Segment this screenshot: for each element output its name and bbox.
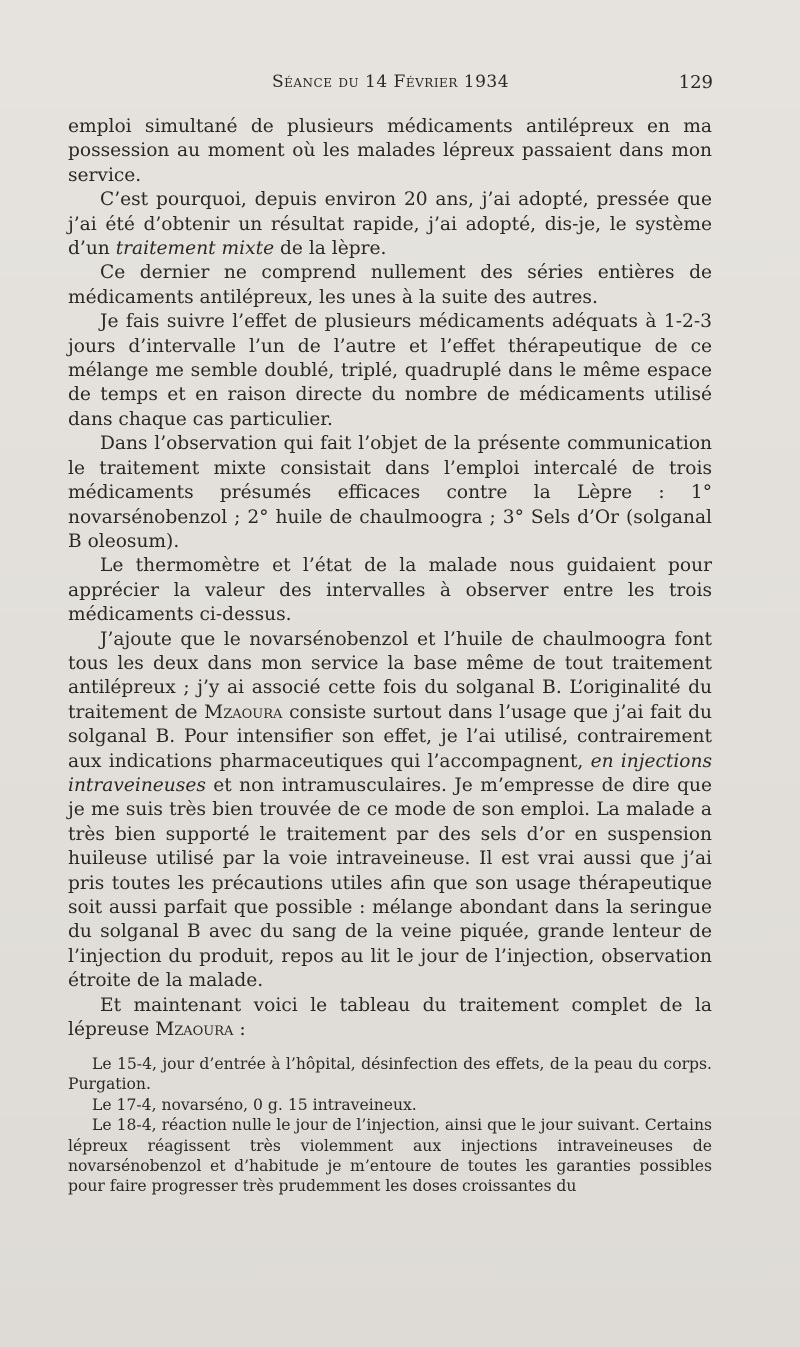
paragraph-7-text-c: et non intramusculaires. Je m’empresse de dire que je me suis très bien trouvée de ce mode de son emploi. La malade a très bien supporté le traitement par des sels d’or en suspension huileuse utilisé par la voie intraveineuse. Il est vrai aussi que j’ai pris toutes les précautions utiles afin que son usage thérapeutique soit aussi parfait que possible : mélange abondant dans la seringue du solganal B avec du sang de la veine piquée, grande lenteur de l’injection du produit, repos au lit le jour de l’injection, observation étroite de la malade.: [68, 774, 712, 992]
paragraph-2-emphasis: traitement mixte: [115, 238, 275, 260]
log-entry: Le 15-4, jour d’entrée à l’hôpital, désinfection des effets, de la peau du corps. Purgation.: [68, 1055, 712, 1094]
patient-name: Mzaoura: [155, 1019, 234, 1041]
paragraph-4: Je fais suivre l’effet de plusieurs médicaments adéquats à 1-2-3 jours d’intervalle l’un de l’autre et l’effet thérapeutique de ce mélange me semble doublé, triplé, quadruplé dans le même espace de temps et en raison directe du nombre de médicaments utilisé dans chaque cas particulier.: [68, 311, 712, 430]
paragraph-2: [68, 188, 712, 261]
paragraph-5: Dans l’observation qui fait l’objet de la présente communication le traitement mixte consistait dans l’emploi intercalé de trois médicaments présumés efficaces contre la Lèpre : 1° novarsénobenzol ; 2° huile de chaulmoogra ; 3° Sels d’Or (solganal B oleosum).: [68, 433, 712, 552]
paragraph-7-emphasis: en injections intraveineuses: [68, 750, 713, 796]
treatment-log: [68, 1054, 712, 1197]
paragraph-7-text-b: consiste surtout dans l’usage que j’ai fait du solganal B. Pour intensifier son effet, je l’ai utilisé, contrairement aux indications pharmaceutiques qui l’accompagnent,: [68, 701, 712, 772]
paragraph-2-text-b: de la lèpre.: [274, 238, 387, 260]
patient-name: Mzaoura: [204, 701, 283, 723]
paragraph-1: emploi simultané de plusieurs médicaments antilépreux en ma possession au moment où les malades lépreux passaient dans mon service.: [68, 116, 712, 186]
paragraph-8-text-b: :: [233, 1019, 246, 1041]
paragraph-7: [68, 628, 712, 994]
paragraph-3: Ce dernier ne comprend nullement des séries entières de médicaments antilépreux, les unes à la suite des autres.: [68, 262, 712, 308]
running-head: Séance du 14 Février 1934: [271, 72, 510, 92]
paragraph-6: Le thermomètre et l’état de la malade nous guidaient pour apprécier la valeur des intervalles à observer entre les trois médicaments ci-dessus.: [68, 555, 712, 626]
body-text: [68, 115, 712, 1042]
page-header: [68, 72, 713, 96]
log-entry: Le 18-4, réaction nulle le jour de l’injection, ainsi que le jour suivant. Certains lépreux réagissent très violemment aux injections intraveineuses de novarsénobenzol et d’habitude je m’entoure de toutes les garanties possibles pour faire progresser très prudemment les doses croissantes du: [68, 1116, 712, 1196]
paragraph-7-text-a: J’ajoute que le novarsénobenzol et l’huile de chaulmoogra font tous les deux dans mon service la base même de tout traitement antilépreux ; j’y ai associé cette fois du solganal B. L’originalité du traitement de: [68, 628, 712, 723]
paragraph-8: [68, 994, 712, 1043]
page-number: 129: [678, 72, 713, 93]
paragraph-8-text-a: Et maintenant voici le tableau du traitement complet de la lépreuse: [68, 994, 712, 1041]
paragraph-2-text-a: C’est pourquoi, depuis environ 20 ans, j’ai adopté, pressée que j’ai été d’obtenir un résultat rapide, j’ai adopté, dis-je, le système d’un: [68, 189, 712, 260]
log-entry: Le 17-4, novarséno, 0 g. 15 intraveineux.: [92, 1095, 417, 1114]
